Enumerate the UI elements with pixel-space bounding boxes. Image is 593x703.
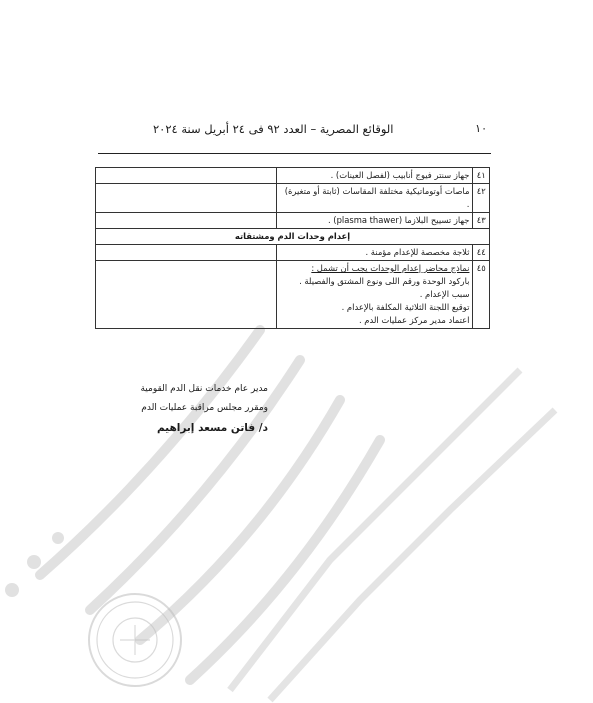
row-description: جهاز تسييح البلازما (plasma thawer) . (277, 213, 473, 229)
row-number: ٤١ (473, 168, 490, 184)
row-heading: نماذج محاضر إعدام الوحدات يجب أن تشمل : (311, 263, 470, 273)
row-description: جهاز سنتر فيوج أنابيب (لفصل العينات) . (277, 168, 473, 184)
seal-icon (89, 594, 181, 686)
equipment-table (95, 167, 490, 329)
row-number: ٤٤ (473, 245, 490, 261)
row-line: اعتماد مدير مركز عمليات الدم . (358, 315, 470, 325)
row-description (277, 261, 473, 329)
table-row (96, 213, 490, 229)
page-header (95, 122, 487, 142)
header-divider (98, 153, 491, 154)
row-empty-cell (96, 245, 277, 261)
row-number: ٤٢ (473, 184, 490, 213)
row-description: ماصات أوتوماتيكية مختلفة المقاسات (ثابتة أو متغيرة) . (277, 184, 473, 213)
row-empty-cell (96, 184, 277, 213)
gazette-title: الوقائع المصرية – العدد ٩٢ فى ٢٤ أبريل سنة ٢٠٢٤ (153, 122, 394, 136)
signatory-role: ومقرر مجلس مراقبة عمليات الدم (141, 403, 268, 413)
signature-block (68, 380, 268, 438)
page-number: ١٠ (475, 122, 487, 135)
row-description: ثلاجة مخصصة للإعدام مؤمنة . (277, 245, 473, 261)
row-line: سبب الإعدام . (419, 289, 470, 299)
table-row (96, 168, 490, 184)
row-number: ٤٣ (473, 213, 490, 229)
row-line: باركود الوحدة ورقم اللى ونوع المشتق والفصيلة . (299, 276, 470, 286)
row-empty-cell (96, 261, 277, 329)
table-row (96, 245, 490, 261)
signatory-title: مدير عام خدمات نقل الدم القومية (140, 384, 268, 394)
table-row (96, 261, 490, 329)
section-title: إعدام وحدات الدم ومشتقاته (96, 229, 490, 245)
row-empty-cell (96, 213, 277, 229)
row-empty-cell (96, 168, 277, 184)
row-line: توقيع اللجنة الثلاثية المكلفة بالإعدام . (341, 302, 470, 312)
row-number: ٤٥ (473, 261, 490, 329)
section-header-row (96, 229, 490, 245)
signatory-name: د/ فاتن مسعد إبراهيم (156, 422, 268, 434)
table-row (96, 184, 490, 213)
